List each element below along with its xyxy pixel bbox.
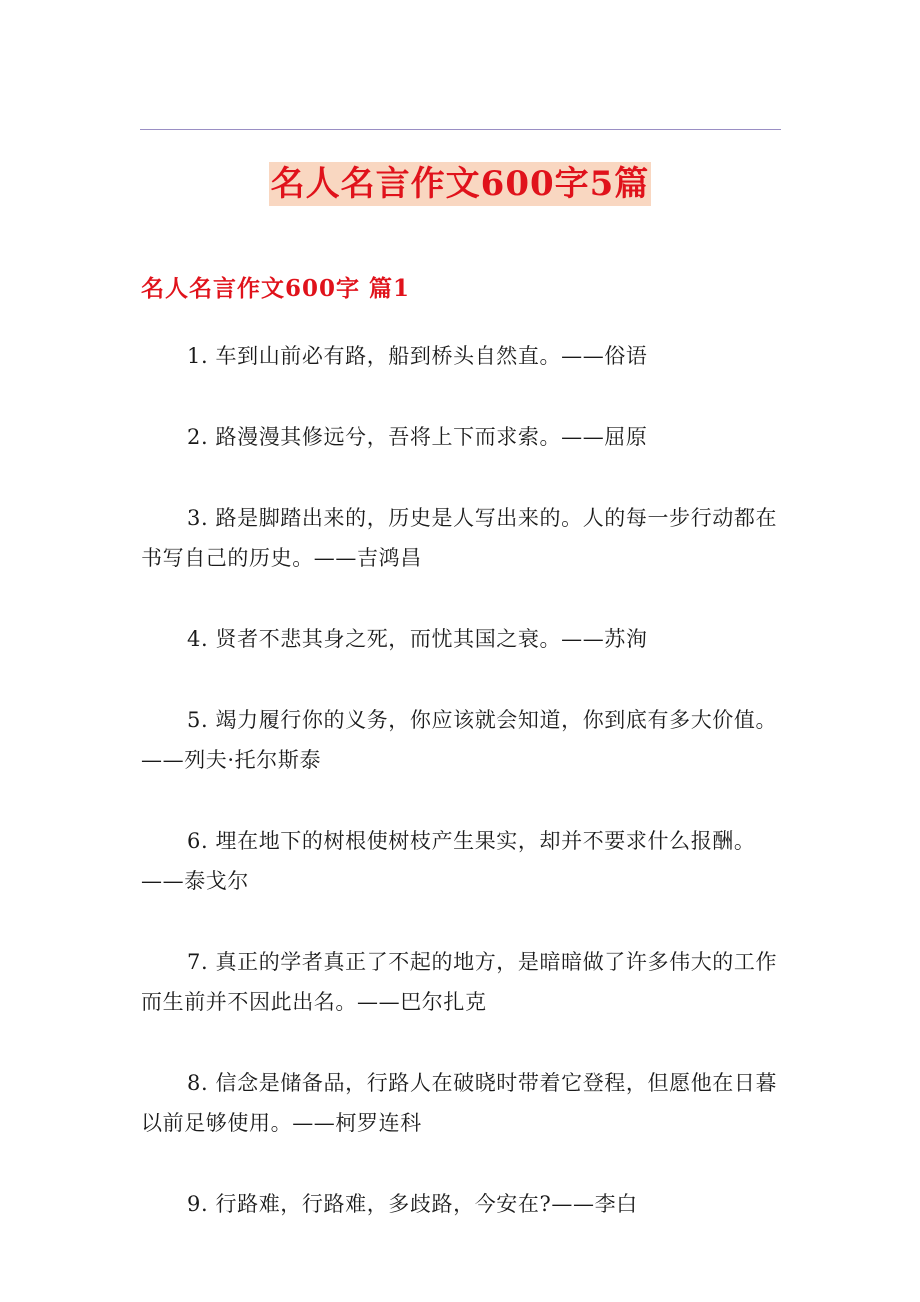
quote-item-6: 6. 埋在地下的树根使树枝产生果实，却并不要求什么报酬。——泰戈尔: [141, 829, 756, 893]
quote-item-7: 7. 真正的学者真正了不起的地方，是暗暗做了许多伟大的工作而生前并不因此出名。——巴尔扎克: [141, 950, 778, 1014]
document-title-text: 名人名言作文600字5篇: [270, 164, 650, 204]
quote-item-1: 1. 车到山前必有路，船到桥头自然直。——俗语: [187, 344, 648, 368]
quote-item-5: 5. 竭力履行你的义务，你应该就会知道，你到底有多大价值。——列夫·托尔斯泰: [141, 708, 778, 772]
header-rule: [140, 129, 781, 130]
quote-item-4: 4. 贤者不悲其身之死，而忧其国之衰。——苏洵: [187, 627, 648, 651]
quote-item-8: 8. 信念是储备品，行路人在破晓时带着它登程，但愿他在日暮以前足够使用。——柯罗连科: [141, 1071, 778, 1135]
quote-list: [141, 336, 781, 1265]
quote-item-2: 2. 路漫漫其修远兮，吾将上下而求索。——屈原: [187, 425, 648, 449]
document-title: [0, 160, 920, 208]
quote-item-3: 3. 路是脚踏出来的，历史是人写出来的。人的每一步行动都在书写自己的历史。——吉鸿昌: [141, 506, 778, 570]
section-heading: 名人名言作文600字 篇1: [141, 275, 411, 302]
quote-item-9: 9. 行路难，行路难，多歧路，今安在?——李白: [187, 1192, 638, 1216]
